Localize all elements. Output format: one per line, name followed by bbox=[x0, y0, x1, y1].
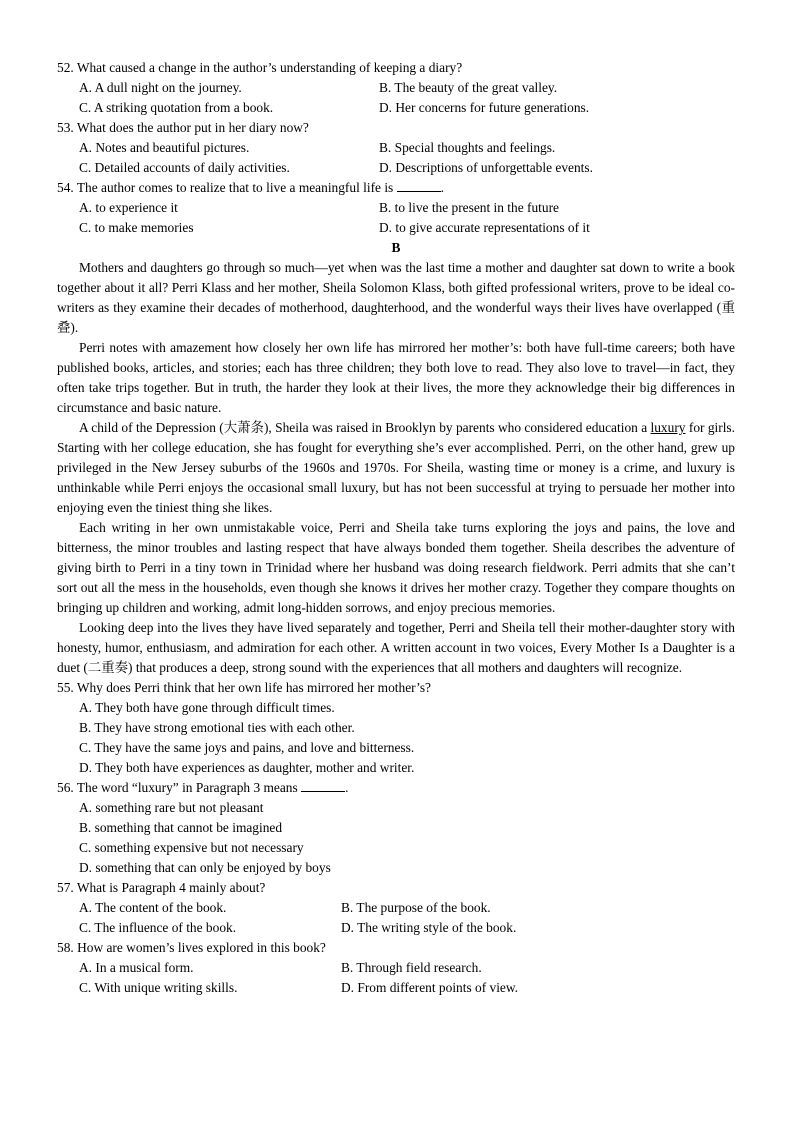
q52-option-d[interactable]: D. Her concerns for future generations. bbox=[379, 100, 590, 115]
q55-option-b[interactable]: B. They have strong emotional ties with each other. bbox=[79, 720, 355, 735]
reading-passage bbox=[57, 258, 735, 678]
q57-option-c[interactable]: C. The influence of the book. bbox=[79, 920, 237, 935]
section-heading-b: B bbox=[391, 240, 401, 255]
passage-paragraph-4: Each writing in her own unmistakable voice, Perri and Sheila take turns exploring the joys and pains, the love and bitterness, the minor troubles and lasting respect that have always bonded them together. Sheila describes the adventure of giving birth to Perri in a tiny town in Trinidad where her husband was doing research fieldwork. Perri admits that she can’t sort out all the mess in the households, even though she knows it drives her mother crazy. Together they compare thoughts on bringing up children and working, admit long-hidden sorrows, and enjoy precious memories. bbox=[57, 520, 735, 615]
question-58-stem: 58. How are women’s lives explored in this book? bbox=[57, 940, 326, 955]
q56-option-c[interactable]: C. something expensive but not necessary bbox=[79, 840, 304, 855]
q56-option-a[interactable]: A. something rare but not pleasant bbox=[79, 800, 264, 815]
q55-option-c[interactable]: C. They have the same joys and pains, and love and bitterness. bbox=[79, 740, 415, 755]
passage-paragraph-2: Perri notes with amazement how closely her own life has mirrored her mother’s: both have full-time careers; both have published books, articles, and stories; each has three children; they both love to read. They also love to travel—in fact, they often take trips together. But in truth, the harder they look at their lives, the more they acknowledge their big differences in circumstance and basic nature. bbox=[57, 340, 735, 415]
q54-option-c[interactable]: C. to make memories bbox=[79, 220, 194, 235]
q53-option-d[interactable]: D. Descriptions of unforgettable events. bbox=[379, 160, 593, 175]
q58-option-b[interactable]: B. Through field research. bbox=[341, 960, 482, 975]
q55-option-a[interactable]: A. They both have gone through difficult times. bbox=[79, 700, 335, 715]
passage-p3-before: A child of the Depression (大萧条), Sheila was raised in Brooklyn by parents who considered education a bbox=[79, 420, 648, 435]
q56-option-b[interactable]: B. something that cannot be imagined bbox=[79, 820, 283, 835]
question-54-text: 54. The author comes to realize that to live a meaningful life is bbox=[57, 180, 394, 195]
underlined-word-luxury: luxury bbox=[650, 420, 686, 435]
passage-paragraph-5: Looking deep into the lives they have lived separately and together, Perri and Sheila tell their mother-daughter story with honesty, humor, enthusiasm, and admiration for each other. A written account in two voices, Every Mother Is a Daughter is a duet (二重奏) that produces a deep, strong sound with the experiences that all mothers and daughters will recognize. bbox=[57, 620, 735, 675]
question-55-stem: 55. Why does Perri think that her own life has mirrored her mother’s? bbox=[57, 680, 431, 695]
question-54-stem: 54. The author comes to realize that to live a meaningful life is . bbox=[57, 180, 444, 195]
question-54-options-row1 bbox=[57, 198, 735, 218]
q57-option-d[interactable]: D. The writing style of the book. bbox=[341, 920, 517, 935]
question-57-options-row1 bbox=[57, 898, 735, 918]
question-58-options-row2 bbox=[57, 978, 735, 998]
answer-blank bbox=[301, 779, 345, 792]
q57-option-b[interactable]: B. The purpose of the book. bbox=[341, 900, 491, 915]
passage-paragraph-1: Mothers and daughters go through so much—yet when was the last time a mother and daughter sat down to write a book together about it all? Perri Klass and her mother, Sheila Solomon Klass, both gifted professional writers, prove to be ideal co-writers as they examine their decades of motherhood, daughterhood, and the wonderful ways their lives have overlapped (重叠). bbox=[57, 260, 735, 335]
q52-option-b[interactable]: B. The beauty of the great valley. bbox=[379, 80, 558, 95]
q54-option-d[interactable]: D. to give accurate representations of it bbox=[379, 220, 590, 235]
q58-option-d[interactable]: D. From different points of view. bbox=[341, 980, 519, 995]
question-53-stem: 53. What does the author put in her diary now? bbox=[57, 120, 309, 135]
question-53-options-row1 bbox=[57, 138, 735, 158]
q52-option-c[interactable]: C. A striking quotation from a book. bbox=[79, 100, 274, 115]
question-58-options-row1 bbox=[57, 958, 735, 978]
question-56-text: 56. The word “luxury” in Paragraph 3 means bbox=[57, 780, 298, 795]
q55-option-d[interactable]: D. They both have experiences as daughter, mother and writer. bbox=[79, 760, 415, 775]
question-52-stem: 52. What caused a change in the author’s understanding of keeping a diary? bbox=[57, 60, 463, 75]
passage-paragraph-3 bbox=[57, 418, 735, 518]
question-52-options-row1 bbox=[57, 78, 735, 98]
q54-option-a[interactable]: A. to experience it bbox=[79, 200, 178, 215]
q54-option-b[interactable]: B. to live the present in the future bbox=[379, 200, 559, 215]
q53-option-a[interactable]: A. Notes and beautiful pictures. bbox=[79, 140, 250, 155]
answer-blank bbox=[397, 179, 441, 192]
q58-option-a[interactable]: A. In a musical form. bbox=[79, 960, 194, 975]
question-54-options-row2 bbox=[57, 218, 735, 238]
q58-option-c[interactable]: C. With unique writing skills. bbox=[79, 980, 238, 995]
question-53-options-row2 bbox=[57, 158, 735, 178]
question-52-options-row2 bbox=[57, 98, 735, 118]
q53-option-c[interactable]: C. Detailed accounts of daily activities. bbox=[79, 160, 290, 175]
question-56-stem: 56. The word “luxury” in Paragraph 3 means . bbox=[57, 780, 349, 795]
q56-option-d[interactable]: D. something that can only be enjoyed by boys bbox=[79, 860, 331, 875]
question-57-options-row2 bbox=[57, 918, 735, 938]
q53-option-b[interactable]: B. Special thoughts and feelings. bbox=[379, 140, 556, 155]
q57-option-a[interactable]: A. The content of the book. bbox=[79, 900, 227, 915]
passage-p3-after: for girls. Starting with her college education, she has fought for everything she’s ever accomplished. Perri, on the other hand, grew up privileged in the New Jersey suburbs of the 1960s and 1970s. For Sheila, wasting time or money is a crime, and luxury is unthinkable while Perri enjoys the occasional small luxury, but has not been successful at trying to persuade her mother into enjoying even the tiniest thing she likes. bbox=[57, 420, 735, 515]
q52-option-a[interactable]: A. A dull night on the journey. bbox=[79, 80, 242, 95]
exam-page bbox=[57, 58, 735, 998]
question-57-stem: 57. What is Paragraph 4 mainly about? bbox=[57, 880, 266, 895]
